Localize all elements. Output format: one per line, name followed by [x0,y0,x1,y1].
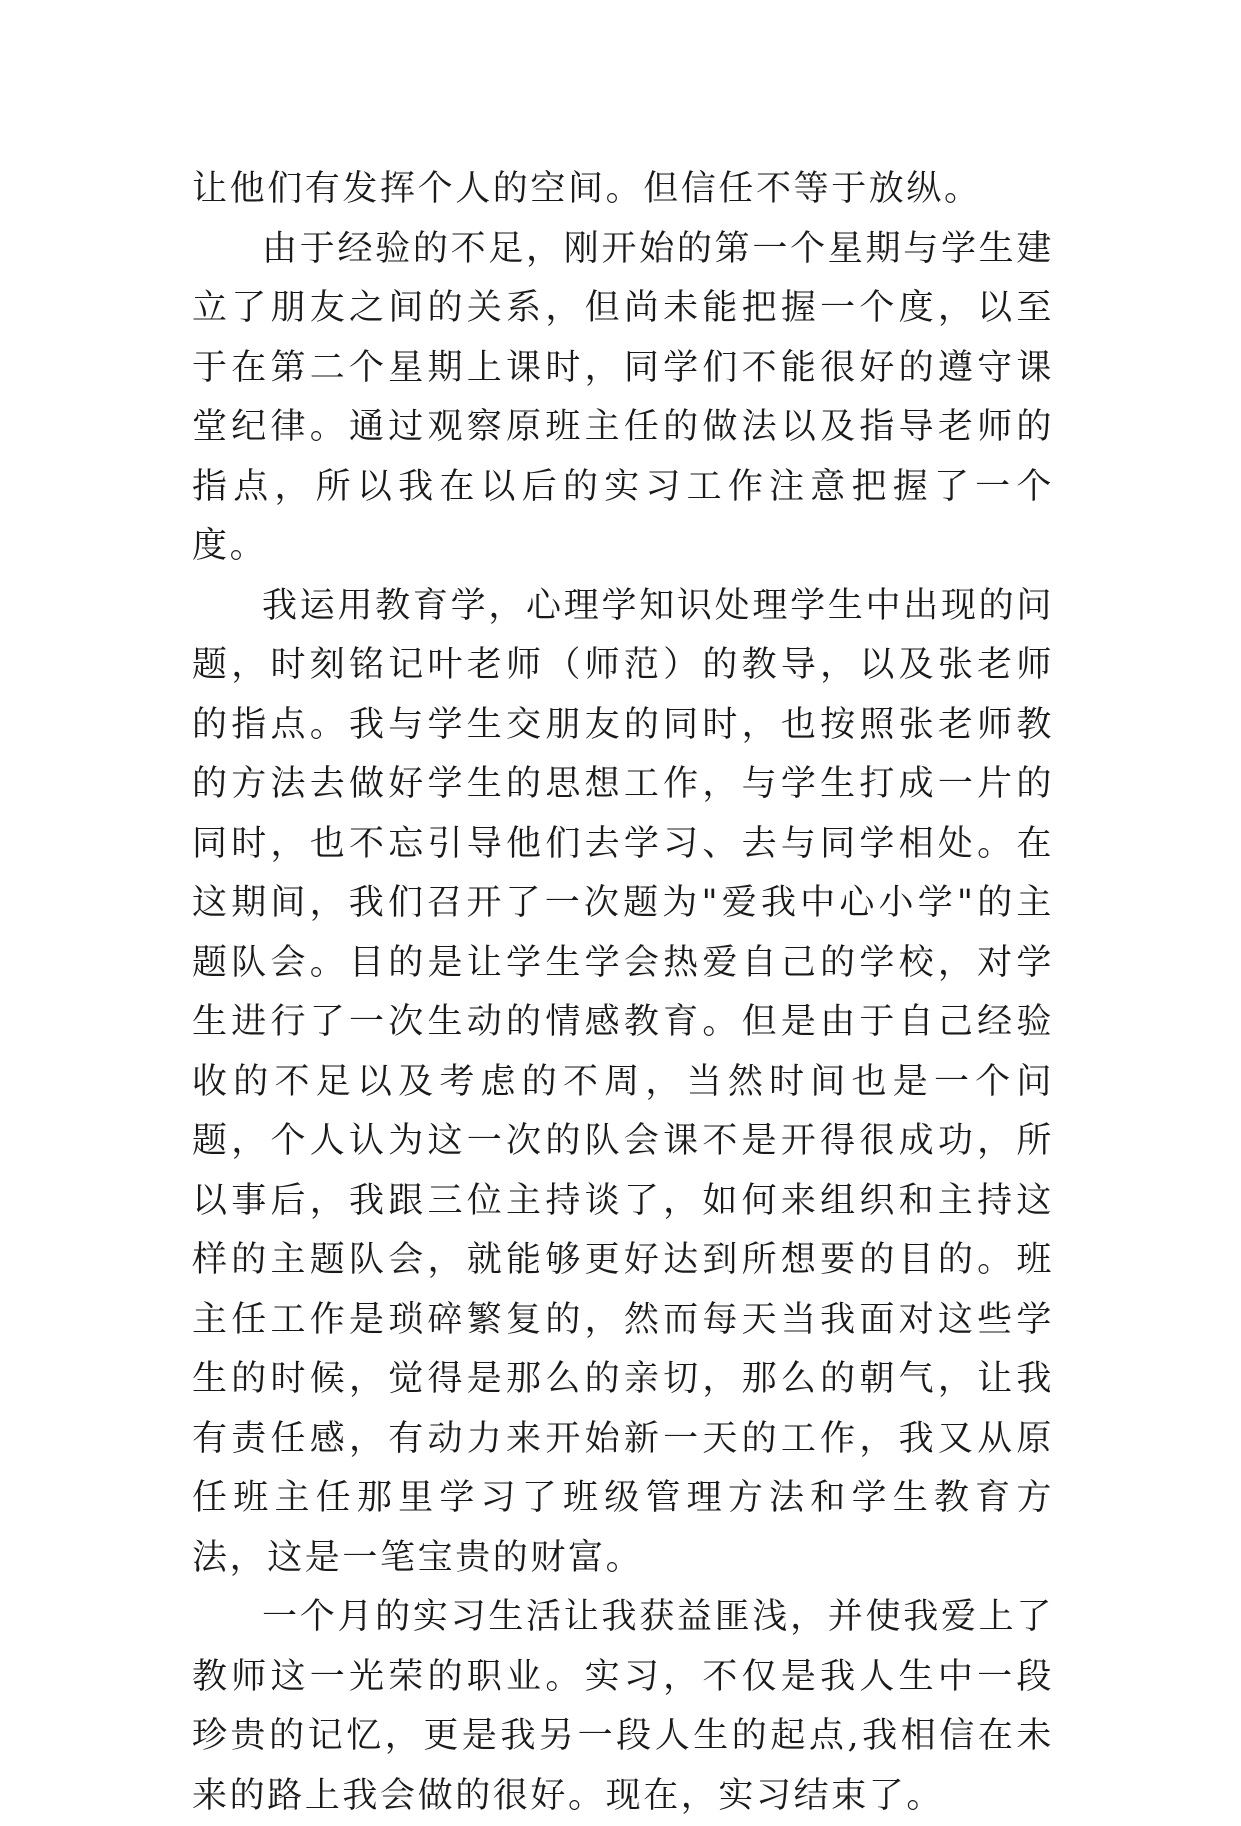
paragraph-4: 一个月的实习生活让我获益匪浅，并使我爱上了教师这一光荣的职业。实习，不仅是我人生中一段珍贵的记忆，更是我另一段人生的起点,我相信在未来的路上我会做的很好。现在，实习结束了。 [192,1597,1054,1816]
paragraph-1: 让他们有发挥个人的空间。但信任不等于放纵。 [192,169,982,209]
document-body [192,160,1054,1826]
paragraph-3: 我运用教育学，心理学知识处理学生中出现的问题，时刻铭记叶老师（师范）的教导，以及张老师的指点。我与学生交朋友的同时，也按照张老师教的方法去做好学生的思想工作，与学生打成一片的同时，也不忘引导他们去学习、去与同学相处。在这期间，我们召开了一次题为"爱我中心小学"的主题队会。目的是让学生学会热爱自己的学校，对学生进行了一次生动的情感教育。但是由于自己经验收的不足以及考虑的不周，当然时间也是一个问题，个人认为这一次的队会课不是开得很成功，所以事后，我跟三位主持谈了，如何来组织和主持这样的主题队会，就能够更好达到所想要的目的。班主任工作是琐碎繁复的，然而每天当我面对这些学生的时候，觉得是那么的亲切，那么的朝气，让我有责任感，有动力来开始新一天的工作，我又从原任班主任那里学习了班级管理方法和学生教育方法，这是一笔宝贵的财富。 [192,585,1054,1578]
paragraph-2: 由于经验的不足，刚开始的第一个星期与学生建立了朋友之间的关系，但尚未能把握一个度，以至于在第二个星期上课时，同学们不能很好的遵守课堂纪律。通过观察原班主任的做法以及指导老师的指点，所以我在以后的实习工作注意把握了一个度。 [192,228,1054,566]
